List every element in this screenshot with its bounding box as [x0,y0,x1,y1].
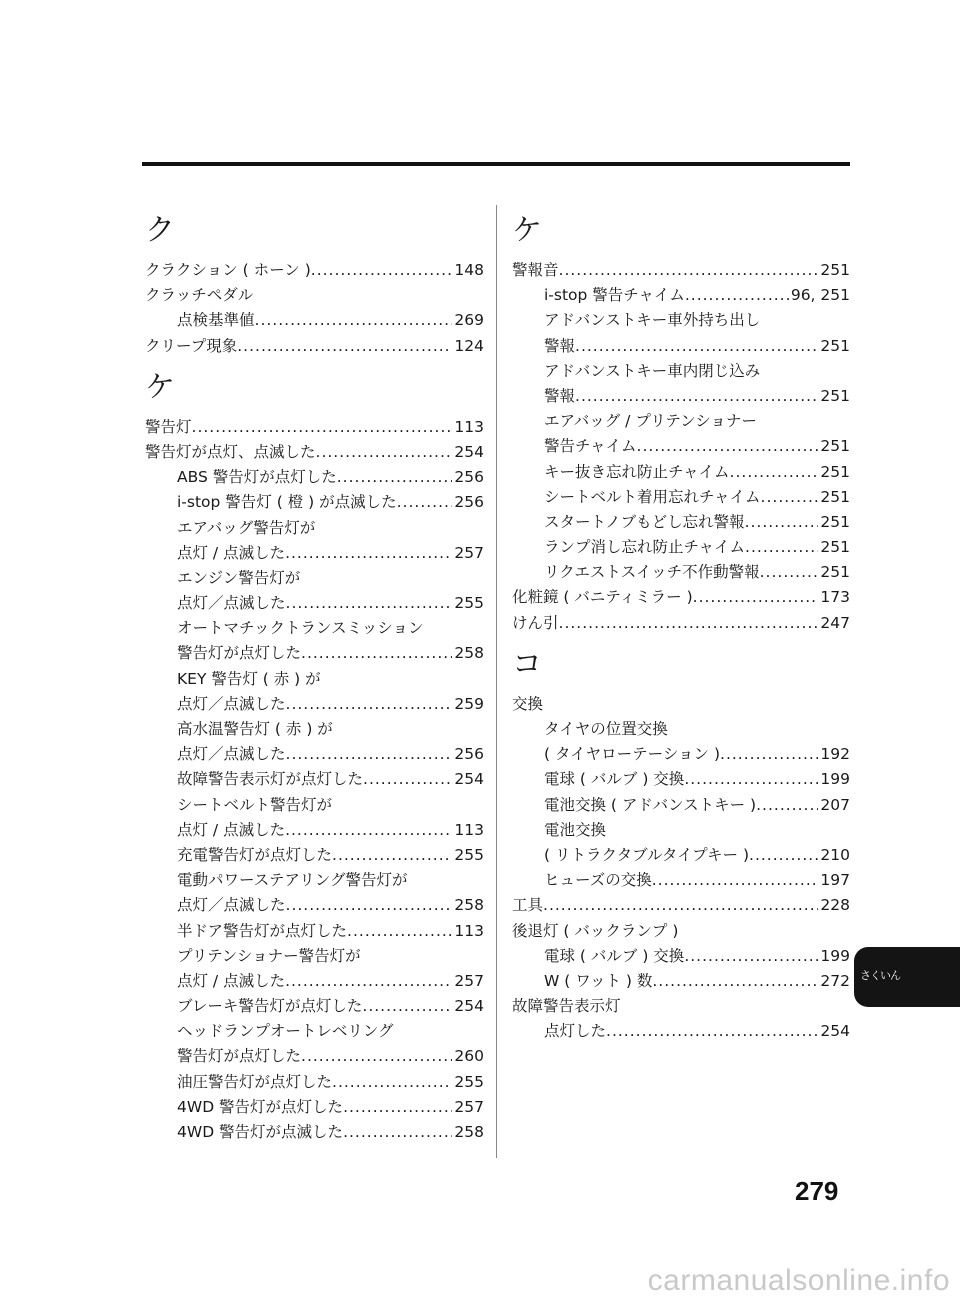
entry-text: ブレーキ警告灯が点灯した [177,997,363,1016]
entry-text: 警告灯が点灯した [177,644,302,663]
section-heading: ク [145,213,175,248]
entry-text: 点灯 / 点滅した [177,543,286,562]
page-reference[interactable]: 257 [454,971,484,990]
entry-text: 4WD 警告灯が点滅した [177,1123,344,1141]
section-heading: ケ [145,369,175,405]
dot-leader [652,969,818,994]
page-reference[interactable]: 259 [454,694,484,713]
index-entry [512,359,850,384]
entry-text: 警報 [544,336,576,355]
index-entry[interactable] [512,283,850,308]
entry-text: ヒューズの交換 [544,871,652,890]
index-entry[interactable] [512,843,850,868]
dot-leader [730,460,819,485]
index-entry[interactable] [145,258,484,283]
page-reference[interactable]: 113 [454,921,484,940]
index-entry[interactable] [145,742,484,767]
index-column-right [512,210,850,1044]
page-reference[interactable]: 256 [454,468,484,487]
entry-text: エアバッグ / プリテンショナー [544,412,757,431]
index-entry [512,994,850,1019]
index-entry[interactable] [145,1044,484,1069]
entry-text: i-stop 警告灯 ( 橙 ) が点滅した [177,493,397,512]
dot-leader [575,334,818,359]
page-reference[interactable]: 251 [820,437,850,456]
entry-text: プリテンショナー警告灯が [177,946,361,965]
top-rule [142,162,850,166]
page-reference[interactable]: 258 [454,1123,484,1141]
entry-text: エンジン警告灯が [177,568,301,587]
entry-text: 工具 [512,896,544,915]
index-entry[interactable] [145,334,484,359]
page-reference[interactable]: 254 [454,997,484,1016]
index-entry[interactable] [145,1095,484,1120]
index-entry [145,667,484,692]
index-entry[interactable] [512,460,850,485]
dot-leader [332,1070,452,1095]
page-reference[interactable]: 173 [820,588,850,607]
dot-leader [301,1044,452,1069]
entry-text: W ( ワット ) 数 [544,971,653,990]
entry-text: 油圧警告灯が点灯した [177,1072,333,1091]
dot-leader [285,969,452,994]
dot-leader [559,258,819,283]
entry-text: 後退灯 ( バックランプ ) [512,921,679,940]
dot-leader [286,692,453,717]
dot-leader [575,384,818,409]
index-entry[interactable] [512,560,850,585]
page-reference[interactable]: 207 [820,795,850,814]
entry-text: 電球 ( バルブ ) 交換 [544,770,685,789]
entry-text: ヘッドランプオートレベリング [177,1022,394,1041]
dot-leader [606,1019,818,1044]
index-entry[interactable] [512,1019,850,1044]
page-reference[interactable]: 257 [454,1097,484,1116]
dot-leader [301,641,452,666]
index-entry[interactable] [145,818,484,843]
entry-text: シートベルト着用忘れチャイム [544,487,761,506]
page-reference[interactable]: 256 [454,745,484,764]
index-entry [512,692,850,717]
page-reference[interactable]: 251 [820,487,850,506]
page-reference[interactable]: 113 [454,417,484,436]
index-side-tab[interactable] [854,947,960,1007]
page-reference[interactable]: 251 [820,336,850,355]
index-entry[interactable] [145,465,484,490]
index-entry[interactable] [512,742,850,767]
index-entry[interactable] [145,767,484,792]
page-reference[interactable]: 124 [454,336,484,355]
dot-leader [761,485,819,510]
dot-leader [286,742,453,767]
dot-leader [397,490,453,515]
entry-text: 電池交換 ( アドバンストキー ) [544,795,757,814]
index-entry[interactable] [512,434,850,459]
entry-text: クリープ現象 [145,336,238,355]
page-reference[interactable]: 247 [820,613,850,632]
dot-leader [311,258,453,283]
index-entry [512,818,850,843]
page-reference[interactable]: 251 [820,386,850,405]
entry-text: オートマチックトランスミッション [177,619,424,638]
page-reference[interactable]: 269 [454,311,484,330]
entry-text: けん引 [512,613,559,632]
page-reference[interactable]: 272 [820,971,850,990]
index-entry [512,308,850,333]
dot-leader [286,893,453,918]
page-reference[interactable]: 192 [820,745,850,764]
page-reference[interactable]: 197 [820,871,850,890]
index-entry[interactable] [145,415,484,440]
section-heading: コ [512,646,542,682]
entry-text: タイヤの位置交換 [544,720,668,738]
entry-text: ランプ消し忘れ防止チャイム [544,538,746,557]
entry-text: クラクション ( ホーン ) [145,261,311,279]
index-entry[interactable] [145,440,484,465]
page-reference[interactable]: 251 [820,538,850,557]
entry-text: 点灯 / 点滅した [177,820,286,839]
dot-leader [192,415,453,440]
page-reference[interactable]: 260 [454,1047,484,1066]
index-entry [145,516,484,541]
dot-leader [559,611,819,636]
index-entry[interactable] [145,541,484,566]
index-entry [512,919,850,944]
page-reference[interactable]: 254 [454,442,484,461]
index-entry [145,717,484,742]
entry-text: ABS 警告灯が点灯した [177,468,337,487]
entry-text: 警告灯が点灯した [177,1047,302,1066]
index-entry[interactable] [512,893,850,918]
page-reference[interactable]: 228 [820,896,850,915]
page-reference[interactable]: 251 [820,462,850,481]
index-entry[interactable] [145,969,484,994]
entry-text: クラッチペダル [145,286,254,305]
index-column-left [145,210,484,1145]
page-reference[interactable]: 148 [454,261,484,279]
entry-text: 電球 ( バルブ ) 交換 [544,946,685,965]
page-reference[interactable]: 257 [454,543,484,562]
column-divider [496,205,497,1158]
entry-text: 警告灯が点灯、点滅した [145,442,316,461]
page-reference[interactable]: 254 [454,770,484,789]
entry-text: シートベルト警告灯が [177,795,333,814]
dot-leader [343,1120,452,1145]
dot-leader [745,510,819,535]
dot-leader [343,1095,452,1120]
entry-text: リクエストスイッチ不作動警報 [544,563,760,582]
entry-text: 警告灯 [145,417,192,436]
index-entry[interactable] [145,490,484,515]
dot-leader [337,465,453,490]
index-entry[interactable] [512,585,850,610]
page-reference[interactable]: 254 [820,1022,850,1041]
index-entry [145,283,484,308]
entry-text: 故障警告表示灯 [512,997,621,1016]
dot-leader [316,440,453,465]
entry-text: i-stop 警告チャイム [544,286,685,305]
entry-text: 点灯／点滅した [177,745,286,764]
entry-text: 点灯／点滅した [177,594,286,613]
dot-leader [255,308,453,333]
entry-text: 点検基準値 [177,311,255,330]
index-entry[interactable] [512,535,850,560]
page-reference[interactable]: 258 [454,896,484,915]
entry-text: 故障警告表示灯が点灯した [177,770,364,789]
dot-leader [745,535,818,560]
entry-text: 充電警告灯が点灯した [177,845,333,864]
index-entry [145,1019,484,1044]
dot-leader [749,843,818,868]
index-entry[interactable] [145,919,484,944]
entry-text: 点灯した [544,1022,607,1041]
page-reference[interactable]: 199 [820,770,850,789]
dot-leader [363,767,452,792]
index-entry[interactable] [512,793,850,818]
dot-leader [684,944,818,969]
page-reference[interactable]: 256 [454,493,484,512]
entry-text: 点灯／点滅した [177,694,286,713]
index-entry[interactable] [512,767,850,792]
watermark: carmanualsonline.info [647,1264,950,1297]
dot-leader [652,868,819,893]
page-reference[interactable]: 199 [820,946,850,965]
dot-leader [720,742,818,767]
index-entry [145,793,484,818]
index-entry[interactable] [512,510,850,535]
index-entry[interactable] [512,944,850,969]
dot-leader [684,767,818,792]
dot-leader [362,994,452,1019]
dot-leader [543,893,818,918]
index-entry [145,566,484,591]
entry-text: 電池交換 [544,820,607,839]
index-entry[interactable] [145,893,484,918]
index-entry[interactable] [145,1070,484,1095]
page-reference[interactable]: 210 [820,845,850,864]
section-heading: ケ [512,213,542,248]
entry-text: 化粧鏡 ( バニティミラー ) [512,588,693,607]
page-reference[interactable]: 258 [454,644,484,663]
dot-leader [756,793,818,818]
index-entry[interactable] [145,591,484,616]
index-entry[interactable] [145,692,484,717]
index-entry[interactable] [145,994,484,1019]
page-reference[interactable]: 113 [454,820,484,839]
entry-text: 高水温警告灯 ( 赤 ) が [177,720,333,738]
entry-text: 電動パワーステアリング警告灯が [177,871,408,890]
page-reference[interactable]: 251 [820,512,850,531]
entry-text: ( リトラクタブルタイプキー ) [544,845,750,864]
entry-text: エアバッグ警告灯が [177,518,316,537]
index-entry[interactable] [145,1120,484,1145]
dot-leader [285,818,452,843]
page-reference[interactable]: 255 [454,845,484,864]
entry-text: 警報 [544,386,576,405]
index-entry[interactable] [145,308,484,333]
index-entry[interactable] [512,485,850,510]
index-entry[interactable] [512,334,850,359]
page-reference[interactable]: 255 [454,594,484,613]
page-number: 279 [795,1176,839,1206]
entry-text: ( タイヤローテーション ) [544,745,721,764]
index-entry[interactable] [145,843,484,868]
dot-leader [347,919,452,944]
entry-text: 4WD 警告灯が点灯した [177,1097,344,1116]
entry-text: 半ドア警告灯が点灯した [177,921,348,940]
dot-leader [285,541,452,566]
dot-leader [760,560,819,585]
page-reference[interactable]: 96, 251 [790,286,850,305]
index-entry [512,717,850,742]
dot-leader [685,283,789,308]
index-entry[interactable] [512,969,850,994]
page-reference[interactable]: 251 [820,563,850,582]
entry-text: キー抜き忘れ防止チャイム [544,462,730,481]
index-entry[interactable] [512,868,850,893]
entry-text: アドバンストキー車内閉じ込み [544,361,761,380]
entry-text: 警告チャイム [544,437,637,456]
page-reference[interactable]: 255 [454,1072,484,1091]
entry-text: KEY 警告灯 ( 赤 ) が [177,669,321,688]
dot-leader [237,334,452,359]
dot-leader [693,585,819,610]
entry-text: 点灯 / 点滅した [177,971,286,990]
index-entry [145,616,484,641]
index-entry [145,868,484,893]
index-entry[interactable] [512,384,850,409]
entry-text: 点灯／点滅した [177,896,286,915]
entry-text: 警報音 [512,261,559,279]
entry-text: 交換 [512,694,544,713]
index-entry [145,944,484,969]
side-tab-label: さくいん [860,969,900,982]
index-entry [512,409,850,434]
index-entry[interactable] [512,611,850,636]
page-reference[interactable]: 251 [820,261,850,279]
entry-text: スタートノブもどし忘れ警報 [544,512,745,531]
dot-leader [332,843,452,868]
dot-leader [286,591,453,616]
index-entry[interactable] [512,258,850,283]
entry-text: アドバンストキー車外持ち出し [544,311,761,330]
dot-leader [637,434,819,459]
index-entry[interactable] [145,641,484,666]
